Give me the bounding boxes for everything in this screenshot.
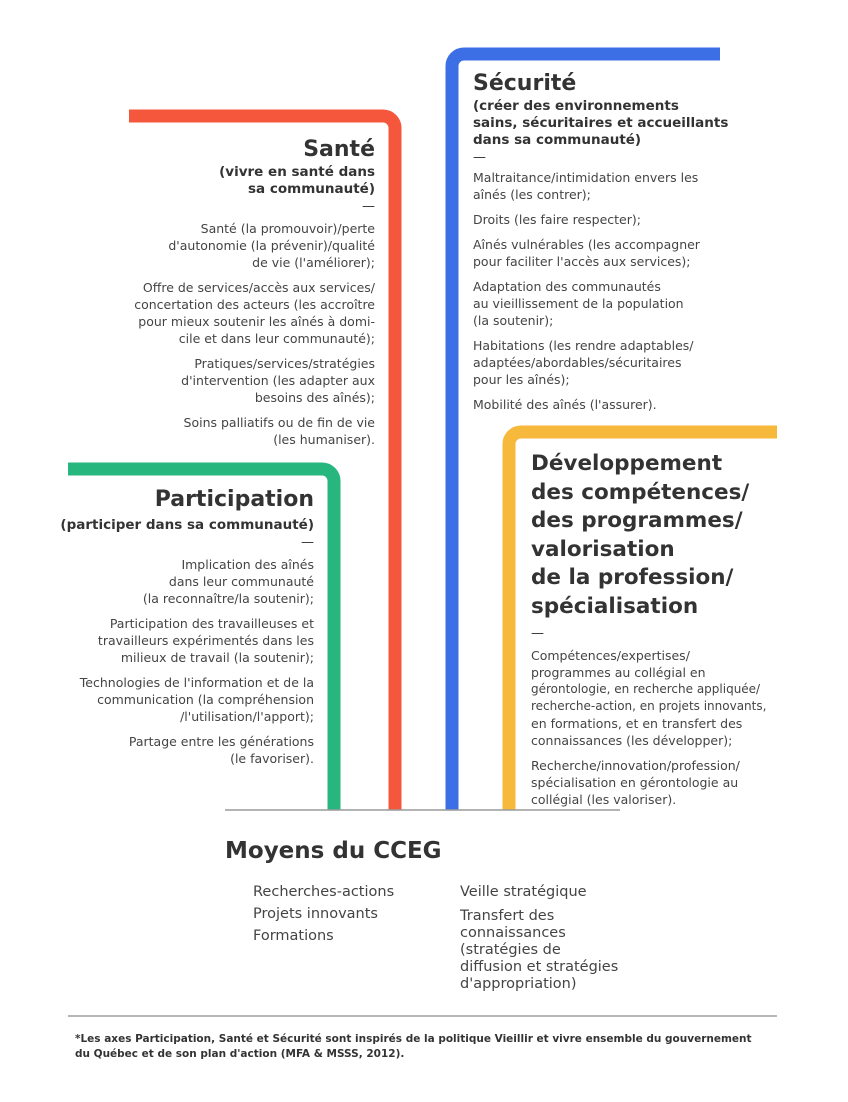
developpement-item-2 bbox=[531, 757, 781, 808]
sante-item-2-line: pour mieux soutenir les aînés à domi- bbox=[138, 314, 375, 329]
sante-item-1 bbox=[110, 220, 375, 271]
securite-item-5-line: Habitations (les rendre adaptables/ bbox=[473, 338, 694, 353]
means-item: Formations bbox=[253, 928, 334, 944]
securite-item-5-line: pour les aînés); bbox=[473, 372, 570, 387]
sante-item-2-line: cile et dans leur communauté); bbox=[178, 331, 375, 346]
sante-item-2 bbox=[110, 279, 375, 347]
sante-item-1-line: d'autonomie (la prévenir)/qualité bbox=[168, 238, 375, 253]
sante-item-3-line: Pratiques/services/stratégies bbox=[194, 356, 375, 371]
sante-item-3-line: d'intervention (les adapter aux bbox=[181, 373, 375, 388]
means-item-line: (stratégies de bbox=[460, 942, 561, 958]
participation-item-4-line: (le favoriser). bbox=[230, 751, 314, 766]
sante-item-4-line: Soins palliatifs ou de fin de vie bbox=[183, 415, 375, 430]
participation-item-2-line: Participation des travailleuses et bbox=[109, 616, 314, 631]
participation-item-4-line: Partage entre les générations bbox=[128, 734, 314, 749]
developpement-title-line: de la profession/ bbox=[531, 565, 734, 590]
means-item: Veille stratégique bbox=[460, 884, 587, 900]
sante-item-1-line: Santé (la promouvoir)/perte bbox=[200, 221, 375, 236]
participation-item-1-line: dans leur communauté bbox=[168, 574, 314, 589]
participation-item-2-line: travailleurs expérimentés dans les bbox=[97, 633, 314, 648]
developpement-item-1-line: connaissances (les développer); bbox=[531, 733, 733, 748]
participation-item-1-line: Implication des aînés bbox=[181, 557, 314, 572]
developpement-item-2-line: Recherche/innovation/profession/ bbox=[531, 758, 740, 773]
securite-item-6 bbox=[473, 396, 773, 413]
participation-item-2-line: milieux de travail (la soutenir); bbox=[120, 650, 314, 665]
developpement-block bbox=[531, 450, 781, 808]
securite-item-1 bbox=[473, 169, 773, 203]
securite-block bbox=[473, 70, 773, 413]
sante-block bbox=[110, 136, 375, 448]
developpement-title-line: des compétences/ bbox=[531, 479, 750, 505]
participation-item-3-line: Technologies de l'information et de la bbox=[79, 675, 314, 690]
means-item bbox=[460, 908, 660, 993]
means-right-list bbox=[460, 884, 660, 993]
securite-item-3-line: pour faciliter l'accès aux services); bbox=[473, 254, 691, 269]
participation-item-1 bbox=[50, 556, 314, 607]
developpement-title bbox=[531, 450, 781, 621]
footnote-line: *Les axes Participation, Santé et Sécurité sont inspirés de la politique Vieillir et vivre ensemble du gouvernement bbox=[75, 1033, 752, 1045]
means-item-line: diffusion et stratégies bbox=[460, 959, 619, 975]
means-title: Moyens du CCEG bbox=[225, 838, 442, 864]
means-item-line: Transfert des bbox=[460, 908, 555, 924]
participation-item-2 bbox=[50, 615, 314, 666]
developpement-item-1-line: en formations, et en transfert des bbox=[531, 716, 743, 731]
participation-item-1-line: (la reconnaître/la soutenir); bbox=[142, 591, 314, 606]
securite-item-6-line: Mobilité des aînés (l'assurer). bbox=[473, 397, 657, 412]
participation-item-3-line: /l'utilisation/l'apport); bbox=[180, 709, 314, 724]
developpement-item-1-line: recherche-action, en projets innovants, bbox=[531, 699, 767, 713]
securite-item-4-line: au vieillissement de la population bbox=[473, 296, 684, 311]
developpement-item-1-line: programmes au collégial en bbox=[531, 665, 706, 680]
securite-subtitle-3: dans sa communauté) bbox=[473, 132, 642, 148]
securite-item-5-line: adaptées/abordables/sécuritaires bbox=[473, 355, 682, 370]
securite-item-2 bbox=[473, 211, 773, 228]
developpement-item-1-line: gérontologie, en recherche appliquée/ bbox=[531, 682, 761, 696]
securite-item-1-line: aînés (les contrer); bbox=[473, 187, 591, 202]
participation-subtitle: (participer dans sa communauté) bbox=[60, 517, 314, 533]
securite-item-4-line: Adaptation des communautés bbox=[473, 279, 661, 294]
sante-item-2-line: concertation des acteurs (les accroître bbox=[134, 297, 375, 312]
participation-item-4 bbox=[50, 733, 314, 767]
securite-item-3-line: Aînés vulnérables (les accompagner bbox=[473, 237, 700, 252]
means-item-line: d'appropriation) bbox=[460, 976, 577, 992]
footnote-line: du Québec et de son plan d'action (MFA & MSSS, 2012). bbox=[75, 1048, 405, 1060]
participation-block bbox=[50, 486, 314, 767]
developpement-item-1-line: Compétences/expertises/ bbox=[531, 648, 690, 663]
sante-dash: — bbox=[362, 199, 375, 214]
sante-item-2-line: Offre de services/accès aux services/ bbox=[142, 280, 375, 295]
means-left-list bbox=[253, 884, 443, 945]
developpement-dash: — bbox=[531, 626, 544, 641]
sante-item-4 bbox=[110, 414, 375, 448]
developpement-item-2-line: collégial (les valoriser). bbox=[531, 792, 677, 807]
means-item: Recherches-actions bbox=[253, 884, 395, 900]
securite-item-5 bbox=[473, 337, 773, 388]
means-item-line: connaissances bbox=[460, 925, 566, 941]
sante-item-4-line: (les humaniser). bbox=[273, 432, 375, 447]
footnote bbox=[75, 1032, 765, 1062]
participation-item-3-line: communication (la compréhension bbox=[97, 692, 314, 707]
sante-subtitle-1: (vivre en santé dans bbox=[219, 164, 375, 180]
participation-item-3 bbox=[50, 674, 314, 725]
participation-dash: — bbox=[301, 535, 314, 550]
means-item: Projets innovants bbox=[253, 906, 378, 922]
developpement-title-line: spécialisation bbox=[531, 593, 699, 619]
sante-title: Santé bbox=[303, 137, 375, 162]
developpement-item-2-line: spécialisation en gérontologie au bbox=[531, 775, 739, 790]
developpement-item-1 bbox=[531, 647, 781, 749]
securite-item-2-line: Droits (les faire respecter); bbox=[473, 212, 641, 227]
developpement-title-line: valorisation bbox=[531, 536, 675, 562]
securite-item-1-line: Maltraitance/intimidation envers les bbox=[473, 170, 699, 185]
securite-subtitle-2: sains, sécuritaires et accueillants bbox=[473, 115, 729, 131]
securite-dash: — bbox=[473, 150, 486, 165]
developpement-title-line: des programmes/ bbox=[531, 508, 743, 533]
securite-item-3 bbox=[473, 236, 773, 270]
sante-subtitle-2: sa communauté) bbox=[248, 181, 375, 197]
sante-item-1-line: de vie (l'améliorer); bbox=[252, 255, 375, 270]
securite-title: Sécurité bbox=[473, 71, 577, 96]
sante-item-3 bbox=[110, 355, 375, 406]
sante-item-3-line: besoins des aînés); bbox=[254, 390, 375, 405]
securite-item-4-line: (la soutenir); bbox=[473, 313, 554, 328]
securite-subtitle-1: (créer des environnements bbox=[473, 98, 679, 114]
developpement-title-line: Développement bbox=[531, 451, 723, 476]
participation-title: Participation bbox=[154, 487, 314, 512]
securite-item-4 bbox=[473, 278, 773, 329]
